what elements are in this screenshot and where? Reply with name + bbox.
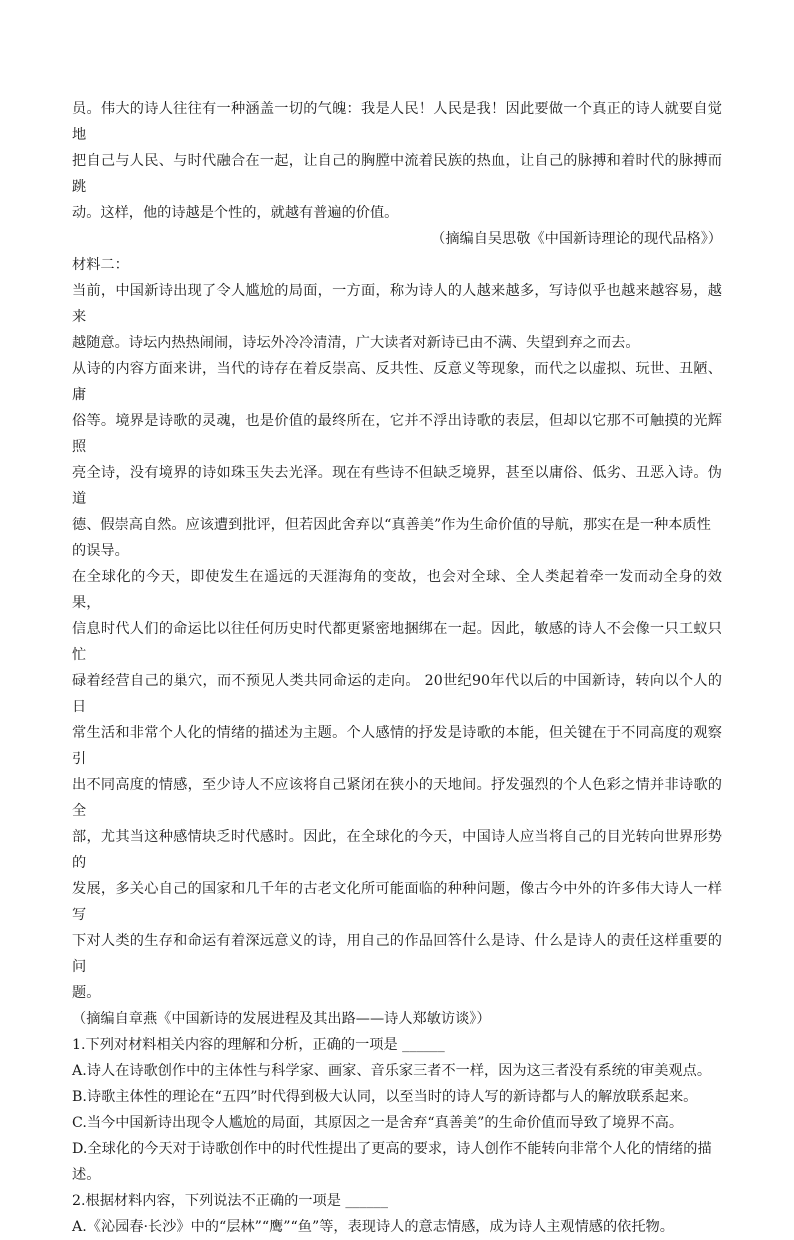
- text-line: 动。这样，他的诗越是个性的，就越有普遍的价值。: [72, 205, 399, 221]
- text-line: 信息时代人们的命运比以往任何历史时代都更紧密地捆绑在一起。因此，敏感的诗人不会像一只工蚁只忙: [72, 621, 722, 663]
- question-one-stem: 1.下列对材料相关内容的理解和分析，正确的一项是 ______: [72, 1037, 445, 1053]
- question-one-option-a[interactable]: A.诗人在诗歌创作中的主体性与科学家、画家、音乐家三者不一样，因为这三者没有系统的审美观点。: [72, 1063, 712, 1079]
- text-line: 员。伟大的诗人往往有一种涵盖一切的气魄：我是人民！人民是我！因此要做一个真正的诗人就要自觉地: [72, 101, 722, 143]
- document-page: [72, 96, 722, 1240]
- question-one-option-c[interactable]: C.当今中国新诗出现令人尴尬的局面，其原因之一是舍弃“真善美”的生命价值而导致了境界不高。: [72, 1115, 684, 1131]
- text-line: 部，尤其当这种感情块乏时代感时。因此，在全球化的今天，中国诗人应当将自己的目光转向世界形势的: [72, 829, 722, 871]
- text-line: 碌着经营自己的巢穴，而不预见人类共同命运的走向。 20世纪90年代以后的中国新诗，转向以个人的日: [72, 673, 722, 715]
- material-one-source: （摘编自吴思敬《中国新诗理论的现代品格》）: [431, 231, 722, 247]
- question-two-option-a[interactable]: A.《沁园春·长沙》中的“层林”“鹰”“鱼”等，表现诗人的意志情感，成为诗人主观情感的依托物。: [72, 1219, 674, 1235]
- text-line: 德、假崇高自然。应该遭到批评，但若因此舍弃以“真善美”作为生命价值的导航，那实在是一种本质性: [72, 517, 711, 533]
- text-line: 当前，中国新诗出现了令人尴尬的局面，一方面，称为诗人的人越来越多，写诗似乎也越来越容易，越来: [72, 283, 722, 325]
- text-line: 亮全诗，没有境界的诗如珠玉失去光泽。现在有些诗不但缺乏境界，甚至以庸俗、低劣、丑恶入诗。伪道: [72, 465, 722, 507]
- question-two: [72, 1188, 722, 1240]
- text-line: 出不同高度的情感，至少诗人不应该将自己紧闭在狭小的天地间。抒发强烈的个人色彩之情并非诗歌的全: [72, 777, 722, 819]
- text-line: 从诗的内容方面来讲，当代的诗存在着反崇高、反共性、反意义等现象，而代之以虚拟、玩世、丑陋、庸: [72, 361, 722, 403]
- text-line: D.全球化的今天对于诗歌创作中的时代性提出了更高的要求，诗人创作不能转向非常个人化的情绪的描: [72, 1141, 712, 1157]
- question-one: [72, 1032, 722, 1188]
- text-line: 在全球化的今天，即使发生在遥远的天涯海角的变故，也会对全球、全人类起着牵一发而动全身的效果，: [72, 569, 722, 611]
- material-two-heading: 材料二：: [72, 257, 129, 273]
- text-line: 越随意。诗坛内热热闹闹，诗坛外冷冷清清，广大读者对新诗已由不满、失望到弃之而去。: [72, 335, 640, 351]
- material-two-paragraph-2: [72, 356, 722, 564]
- text-line: 题。: [72, 985, 101, 1001]
- text-line: 把自己与人民、与时代融合在一起，让自己的胸膛中流着民族的热血，让自己的脉搏和着时代的脉搏而跳: [72, 153, 722, 195]
- material-one-paragraph: [72, 96, 722, 226]
- text-line: 下对人类的生存和命运有着深远意义的诗，用自己的作品回答什么是诗、什么是诗人的责任这样重要的问: [72, 933, 722, 975]
- material-two-source: （摘编自章燕《中国新诗的发展进程及其出路——诗人郑敏访谈》）: [72, 1011, 491, 1027]
- text-line: 的误导。: [72, 543, 129, 559]
- material-one-tail: [72, 96, 722, 252]
- text-line: 俗等。境界是诗歌的灵魂，也是价值的最终所在，它并不浮出诗歌的表层，但却以它那不可触摸的光辉照: [72, 413, 722, 455]
- question-two-stem: 2.根据材料内容，下列说法不正确的一项是 ______: [72, 1193, 388, 1209]
- material-two: [72, 252, 722, 1032]
- material-two-paragraph-1: [72, 278, 722, 356]
- material-two-paragraph-3: [72, 564, 722, 1006]
- text-line: 发展，多关心自己的国家和几千年的古老文化所可能面临的种种问题，像古今中外的许多伟大诗人一样写: [72, 881, 722, 923]
- question-one-option-b[interactable]: B.诗歌主体性的理论在“五四”时代得到极大认同，以至当时的诗人写的新诗都与人的解放联系起来。: [72, 1089, 698, 1105]
- text-line: 述。: [72, 1167, 101, 1183]
- question-one-option-d[interactable]: [72, 1136, 722, 1188]
- text-line: 常生活和非常个人化的情绪的描述为主题。个人感情的抒发是诗歌的本能，但关键在于不同高度的观察引: [72, 725, 722, 767]
